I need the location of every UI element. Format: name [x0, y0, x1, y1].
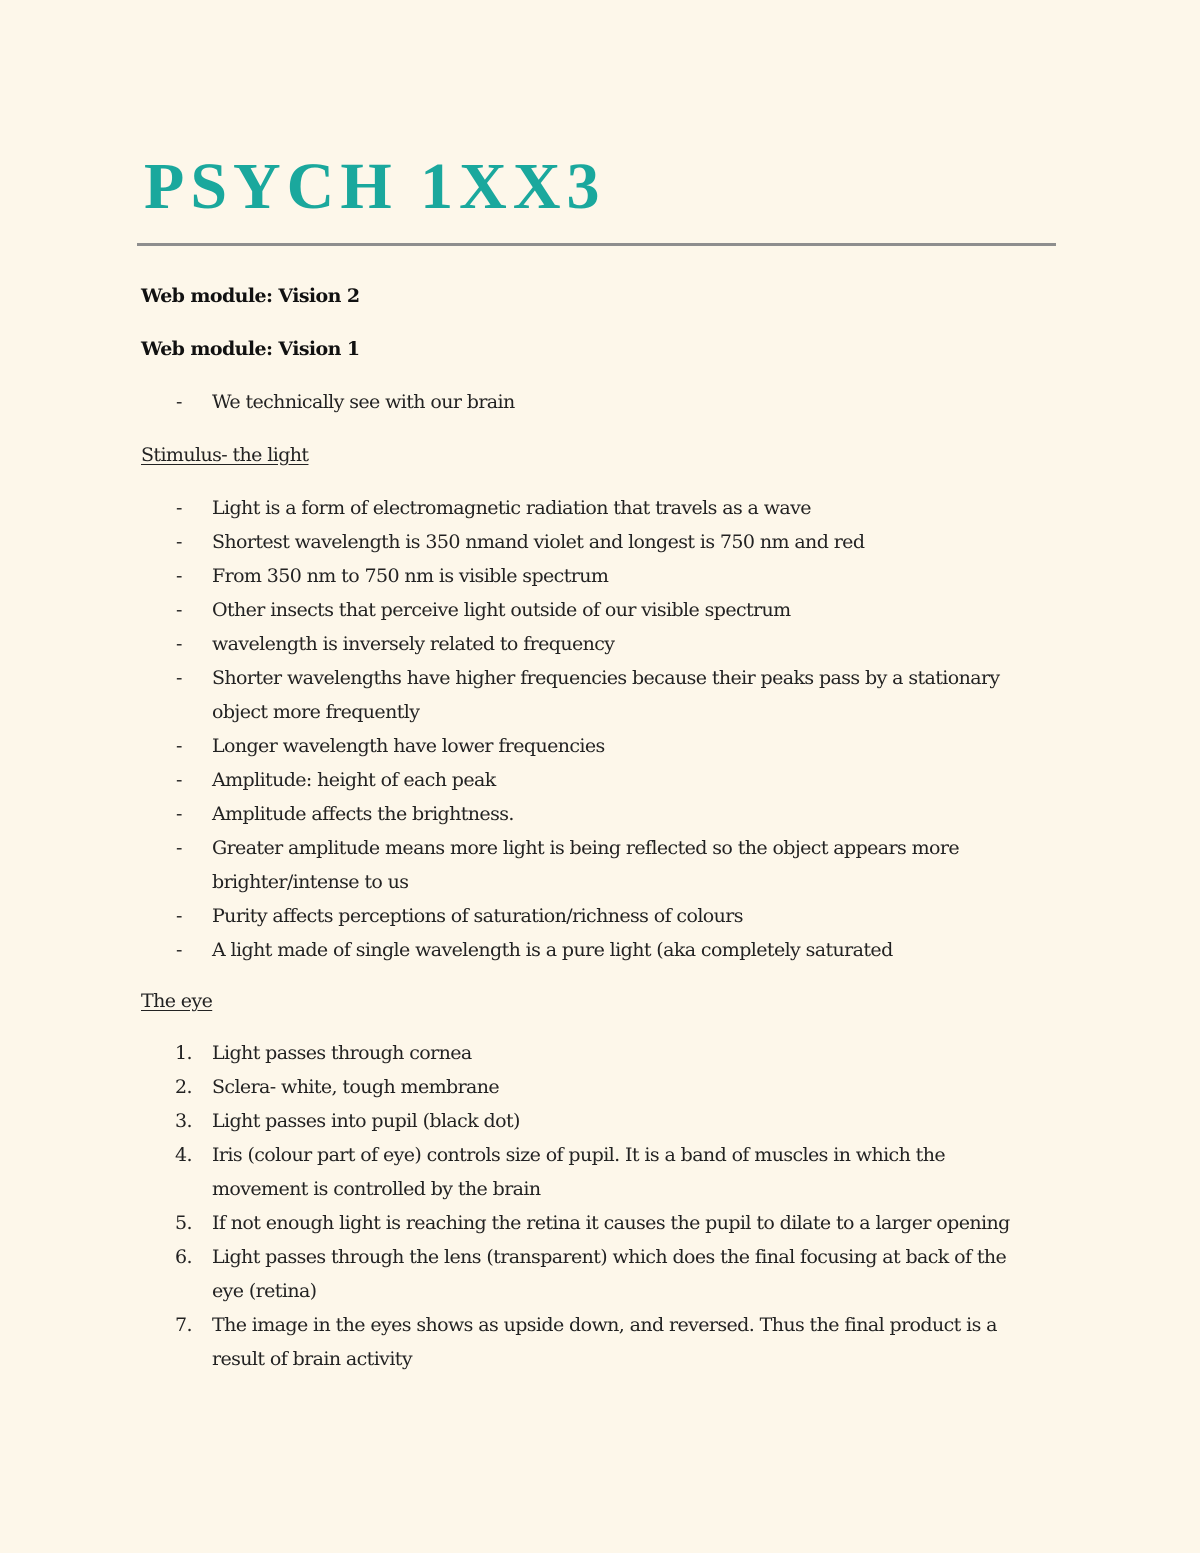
- bullet-marker: -: [176, 939, 182, 961]
- bullet-marker: -: [176, 531, 182, 553]
- list-item-text: Greater amplitude means more light is being reflected so the object appears more brighter/intense to us: [212, 837, 959, 893]
- list-item: [141, 593, 1056, 627]
- section-title-eye: The eye: [141, 990, 213, 1012]
- heading-vision-1: Web module: Vision 1: [141, 338, 360, 360]
- list-item-text: Shorter wavelengths have higher frequencies because their peaks pass by a stationary object more frequently: [212, 667, 1000, 723]
- numbered-list-item: [141, 1240, 1056, 1308]
- numbered-list-item: [141, 1036, 1056, 1070]
- list-item: [141, 661, 1056, 729]
- bullet-marker: -: [176, 905, 182, 927]
- bullet-marker: -: [176, 391, 182, 413]
- list-item-text: Light is a form of electromagnetic radiation that travels as a wave: [212, 497, 811, 519]
- eye-numbered-list: [141, 1036, 1056, 1376]
- numbered-list-item: [141, 1308, 1056, 1376]
- list-item-text: Light passes into pupil (black dot): [212, 1110, 520, 1132]
- list-item: [141, 559, 1056, 593]
- list-item: [141, 797, 1056, 831]
- bullet-marker: -: [176, 667, 182, 689]
- list-item-text: wavelength is inversely related to frequency: [212, 633, 615, 655]
- list-item: [141, 831, 1056, 899]
- bullet-marker: -: [176, 769, 182, 791]
- bullet-marker: -: [176, 565, 182, 587]
- numbered-list-item: [141, 1104, 1056, 1138]
- bullet-marker: -: [176, 599, 182, 621]
- stimulus-bullet-list: [141, 491, 1056, 967]
- list-item: [141, 729, 1056, 763]
- list-item-text: Purity affects perceptions of saturation/richness of colours: [212, 905, 743, 927]
- list-item-text: Light passes through the lens (transparent) which does the final focusing at back of the eye (retina): [212, 1246, 1007, 1302]
- list-item: [141, 763, 1056, 797]
- intro-bullet-list: [141, 385, 1056, 419]
- title-divider: [137, 243, 1056, 246]
- list-item-text: Iris (colour part of eye) controls size of pupil. It is a band of muscles in which the movement is controlled by the brain: [212, 1144, 945, 1200]
- list-item: [141, 491, 1056, 525]
- document-page: [141, 0, 1056, 1553]
- document-title: PSYCH 1XX3: [144, 150, 606, 223]
- heading-vision-2: Web module: Vision 2: [141, 285, 360, 307]
- list-item: [141, 933, 1056, 967]
- list-item-text: Other insects that perceive light outside of our visible spectrum: [212, 599, 791, 621]
- bullet-marker: -: [176, 837, 182, 859]
- list-item-text: Amplitude affects the brightness.: [212, 803, 514, 825]
- numbered-list-item: [141, 1070, 1056, 1104]
- list-number: 3.: [175, 1110, 192, 1132]
- list-item-text: From 350 nm to 750 nm is visible spectrum: [212, 565, 609, 587]
- list-number: 7.: [175, 1314, 192, 1336]
- list-item: [141, 385, 1056, 419]
- list-number: 6.: [175, 1246, 192, 1268]
- list-item-text: Longer wavelength have lower frequencies: [212, 735, 605, 757]
- bullet-marker: -: [176, 497, 182, 519]
- list-item-text: The image in the eyes shows as upside down, and reversed. Thus the final product is a result of brain activity: [212, 1314, 997, 1370]
- list-item: [141, 525, 1056, 559]
- list-item-text: Sclera- white, tough membrane: [212, 1076, 500, 1098]
- bullet-marker: -: [176, 633, 182, 655]
- list-item-text: We technically see with our brain: [212, 391, 515, 413]
- bullet-marker: -: [176, 803, 182, 825]
- section-title-stimulus: Stimulus- the light: [141, 444, 309, 466]
- list-number: 5.: [175, 1212, 192, 1234]
- list-number: 4.: [175, 1144, 192, 1166]
- list-item-text: Light passes through cornea: [212, 1042, 472, 1064]
- list-item-text: A light made of single wavelength is a pure light (aka completely saturated: [212, 939, 893, 961]
- list-number: 2.: [175, 1076, 192, 1098]
- numbered-list-item: [141, 1138, 1056, 1206]
- list-item-text: Shortest wavelength is 350 nmand violet and longest is 750 nm and red: [212, 531, 865, 553]
- list-number: 1.: [175, 1042, 192, 1064]
- list-item-text: Amplitude: height of each peak: [212, 769, 496, 791]
- list-item: [141, 627, 1056, 661]
- numbered-list-item: [141, 1206, 1056, 1240]
- list-item-text: If not enough light is reaching the retina it causes the pupil to dilate to a larger opening: [212, 1212, 1010, 1234]
- list-item: [141, 899, 1056, 933]
- bullet-marker: -: [176, 735, 182, 757]
